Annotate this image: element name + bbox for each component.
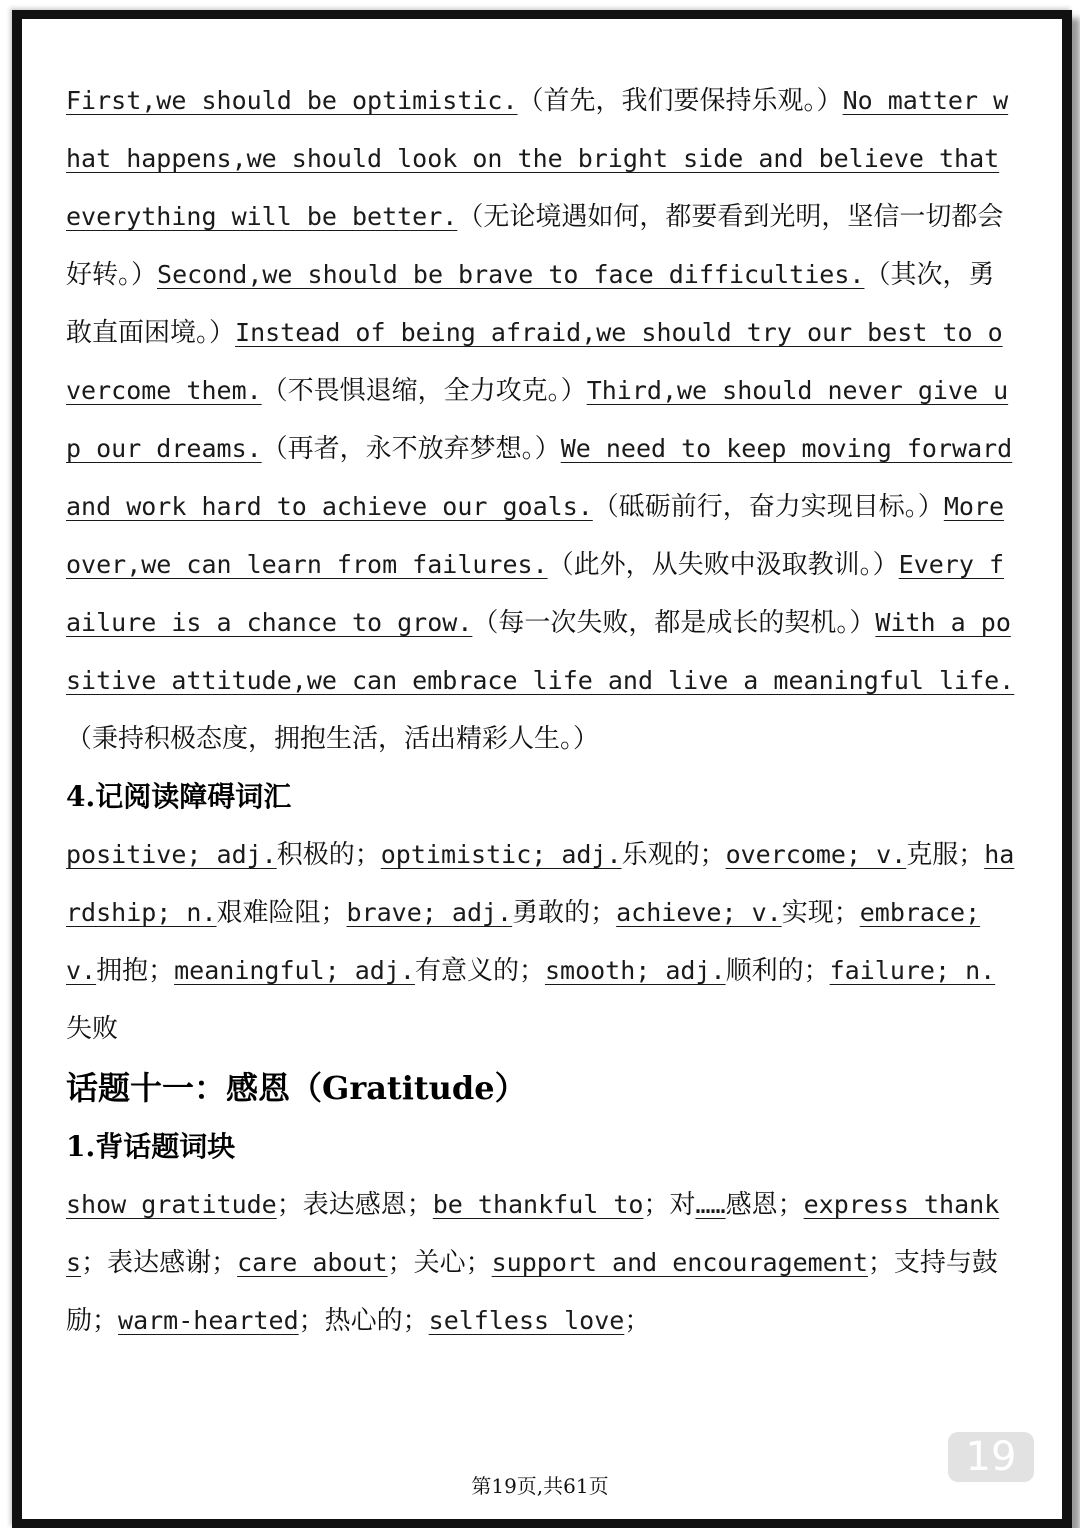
chinese-text: （秉持积极态度，拥抱生活，活出精彩人生。） [66, 724, 600, 754]
chinese-text: （每一次失败，都是成长的契机。） [472, 608, 876, 638]
page-number-badge: 19 [948, 1432, 1034, 1482]
page-content [66, 72, 1016, 1350]
chinese-text: 乐观的； [621, 840, 726, 870]
english-text: Instead of being afraid,we should try our best to overcome them. [66, 318, 1003, 405]
chinese-text: 勇敢的； [512, 898, 617, 928]
chinese-text: （不畏惧退缩，全力攻克。） [261, 376, 587, 406]
english-text: overcome; v. [725, 840, 907, 869]
english-text: support and encouragement [491, 1248, 868, 1277]
english-text: failure; n. [829, 956, 996, 985]
chinese-text: （无论境遇如何，都要看到光明，坚信一切都会好转。） [66, 202, 1004, 290]
english-text: warm-hearted [118, 1306, 299, 1335]
english-text: embrace; v. [66, 898, 981, 985]
english-text: selfless love [428, 1306, 625, 1335]
chinese-text: ；关心； [387, 1248, 492, 1278]
chinese-text: ；表达感谢； [81, 1248, 238, 1278]
chinese-text: 实现； [781, 898, 860, 928]
paragraph-chunks [66, 1176, 1016, 1350]
english-text: meaningful; adj. [174, 956, 415, 985]
chinese-text: （首先，我们要保持乐观。） [517, 86, 843, 116]
paragraph-essay [66, 72, 1016, 768]
english-text: achieve; v. [616, 898, 782, 927]
chinese-text: 拥抱； [96, 956, 175, 986]
english-text: Every failure is a chance to grow. [66, 550, 1005, 637]
chinese-text: ； [624, 1306, 651, 1336]
english-text: We need to keep moving forward and work hard to achieve our goals. [66, 434, 1013, 521]
chinese-text: 积极的； [276, 840, 381, 870]
heading-vocabulary: 4.记阅读障碍词汇 [66, 780, 292, 813]
english-text: No matter what happens,we should look on the bright side and believe that everything will be better. [66, 86, 1009, 231]
english-text: First,we should be optimistic. [66, 86, 518, 115]
english-text: smooth; adj. [544, 956, 726, 985]
chinese-text: （砥砺前行，奋力实现目标。） [592, 492, 944, 522]
chinese-text: （此外，从失败中汲取教训。） [547, 550, 899, 580]
chinese-text: ；支持与鼓励； [66, 1248, 998, 1336]
english-text: be thankful to [432, 1190, 644, 1219]
chinese-text: ；热心的； [298, 1306, 429, 1336]
english-text: positive; adj. [66, 840, 277, 869]
english-text: brave; adj. [346, 898, 513, 927]
chinese-text: 感恩； [725, 1190, 804, 1220]
chinese-text: 有意义的； [414, 956, 545, 986]
chinese-text: ；对 [643, 1190, 696, 1220]
chinese-text: 顺利的； [725, 956, 830, 986]
chinese-text: ；表达感恩； [276, 1190, 433, 1220]
english-text: care about [237, 1248, 388, 1277]
english-text: express thanks [66, 1190, 1000, 1277]
english-text: …… [695, 1190, 726, 1219]
english-text: Third,we should never give up our dreams. [66, 376, 1009, 463]
paragraph-vocabulary [66, 826, 1016, 1058]
english-text: show gratitude [66, 1190, 277, 1219]
english-text: hardship; n. [66, 840, 1015, 927]
chinese-text: 失败 [66, 1014, 119, 1044]
english-text: Moreover,we can learn from failures. [66, 492, 1005, 579]
page-footer: 第19页,共61页 [471, 1474, 609, 1498]
chinese-text: 艰难险阻； [216, 898, 347, 928]
heading-chunks: 1.背话题词块 [66, 1130, 236, 1163]
topic-title: 话题十一：感恩（Gratitude） [66, 1069, 527, 1107]
english-text: optimistic; adj. [380, 840, 622, 869]
chinese-text: （其次，勇敢直面困境。） [66, 260, 995, 348]
english-text: Second,we should be brave to face difficulties. [157, 260, 865, 289]
chinese-text: （再者，永不放弃梦想。） [261, 434, 561, 464]
english-text: With a positive attitude,we can embrace life and live a meaningful life. [66, 608, 1015, 695]
chinese-text: 克服； [906, 840, 985, 870]
